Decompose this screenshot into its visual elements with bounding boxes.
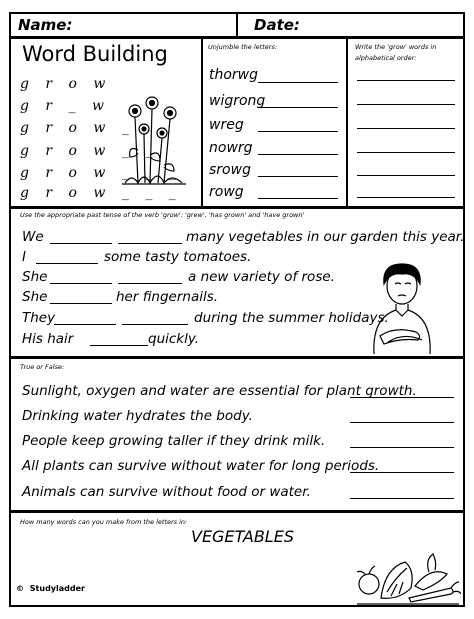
blank-line[interactable] <box>50 303 112 304</box>
blank-line[interactable] <box>50 243 112 244</box>
date-label: Date: <box>254 16 300 34</box>
answer-line[interactable] <box>357 197 455 198</box>
jumbled-word: wreg <box>209 117 244 133</box>
statement: People keep growing taller if they drink milk. <box>22 433 326 449</box>
jumbled-word: nowrg <box>209 140 253 156</box>
header-divider <box>236 12 238 38</box>
answer-line[interactable] <box>350 422 454 423</box>
trace-row: g r o w _ _ <box>20 143 159 159</box>
statement: All plants can survive without water for long periods. <box>22 458 380 474</box>
jumbled-word: rowg <box>209 184 244 200</box>
sentence-start: She <box>22 289 48 305</box>
past-tense-instruction: Use the appropriate past tense of the verb 'grow': 'grew', 'has grown' and 'have grown' <box>20 211 305 219</box>
jumbled-word: wigrong <box>209 93 266 109</box>
trace-row: g r o w _ _ _ <box>20 165 182 181</box>
answer-line[interactable] <box>357 128 455 129</box>
answer-line[interactable] <box>258 131 338 132</box>
answer-line[interactable] <box>357 104 455 105</box>
sentence-end: a new variety of rose. <box>188 269 335 285</box>
jumbled-word: thorwg <box>209 67 259 83</box>
alphabetical-instruction-2: alphabetical order: <box>355 54 417 62</box>
sentence-end: some tasty tomatoes. <box>104 249 252 265</box>
answer-line[interactable] <box>258 107 338 108</box>
sentence-start: She <box>22 269 48 285</box>
answer-line[interactable] <box>258 82 338 83</box>
sentence-end: quickly. <box>148 331 200 347</box>
answer-line[interactable] <box>258 154 338 155</box>
answer-line[interactable] <box>350 397 454 398</box>
divider-1 <box>201 37 203 208</box>
true-false-instruction: True or False: <box>20 363 65 371</box>
sentence-start: They <box>22 310 56 326</box>
statement: Drinking water hydrates the body. <box>22 408 253 424</box>
trace-row: g r o w _ _ _ <box>20 185 182 201</box>
trace-row: g r o w _ <box>20 120 135 136</box>
statement: Animals can survive without food or water. <box>22 484 311 500</box>
blank-line[interactable] <box>118 243 182 244</box>
blank-line[interactable] <box>36 263 98 264</box>
unjumble-instruction: Unjumble the letters: <box>208 43 278 51</box>
sentence-end: many vegetables in our garden this year. <box>186 229 465 245</box>
answer-line[interactable] <box>357 152 455 153</box>
answer-line[interactable] <box>357 80 455 81</box>
answer-line[interactable] <box>350 472 454 473</box>
letters-instruction: How many words can you make from the letters in: <box>20 518 188 526</box>
person-illustration <box>370 262 436 354</box>
trace-row: g r _ w <box>20 98 110 114</box>
brand-name: Studyladder <box>29 584 85 593</box>
sentence-end: her fingernails. <box>116 289 219 305</box>
name-label: Name: <box>18 16 73 34</box>
word-building-title: Word Building <box>22 42 168 66</box>
flowers-illustration <box>120 95 190 187</box>
blank-line[interactable] <box>90 345 148 346</box>
answer-line[interactable] <box>357 175 455 176</box>
copyright-icon: © <box>16 584 24 593</box>
answer-line[interactable] <box>258 176 338 177</box>
trace-row: g r o w <box>20 76 112 92</box>
blank-line[interactable] <box>50 283 112 284</box>
answer-line[interactable] <box>350 498 454 499</box>
alphabetical-instruction-1: Write the 'grow' words in <box>355 43 437 51</box>
jumbled-word: srowg <box>209 162 251 178</box>
answer-line[interactable] <box>350 447 454 448</box>
studyladder-logo <box>16 584 85 593</box>
vegetables-illustration <box>355 548 461 605</box>
blank-line[interactable] <box>54 324 116 325</box>
blank-line[interactable] <box>118 283 182 284</box>
sentence-start: We <box>22 229 44 245</box>
sentence-start: I <box>22 249 26 265</box>
answer-line[interactable] <box>258 198 338 199</box>
sentence-end: during the summer holidays. <box>194 310 389 326</box>
divider-2 <box>346 37 348 208</box>
statement: Sunlight, oxygen and water are essential for plant growth. <box>22 383 417 399</box>
sentence-start: His hair <box>22 331 74 347</box>
letters-word: VEGETABLES <box>191 527 294 546</box>
blank-line[interactable] <box>122 324 188 325</box>
